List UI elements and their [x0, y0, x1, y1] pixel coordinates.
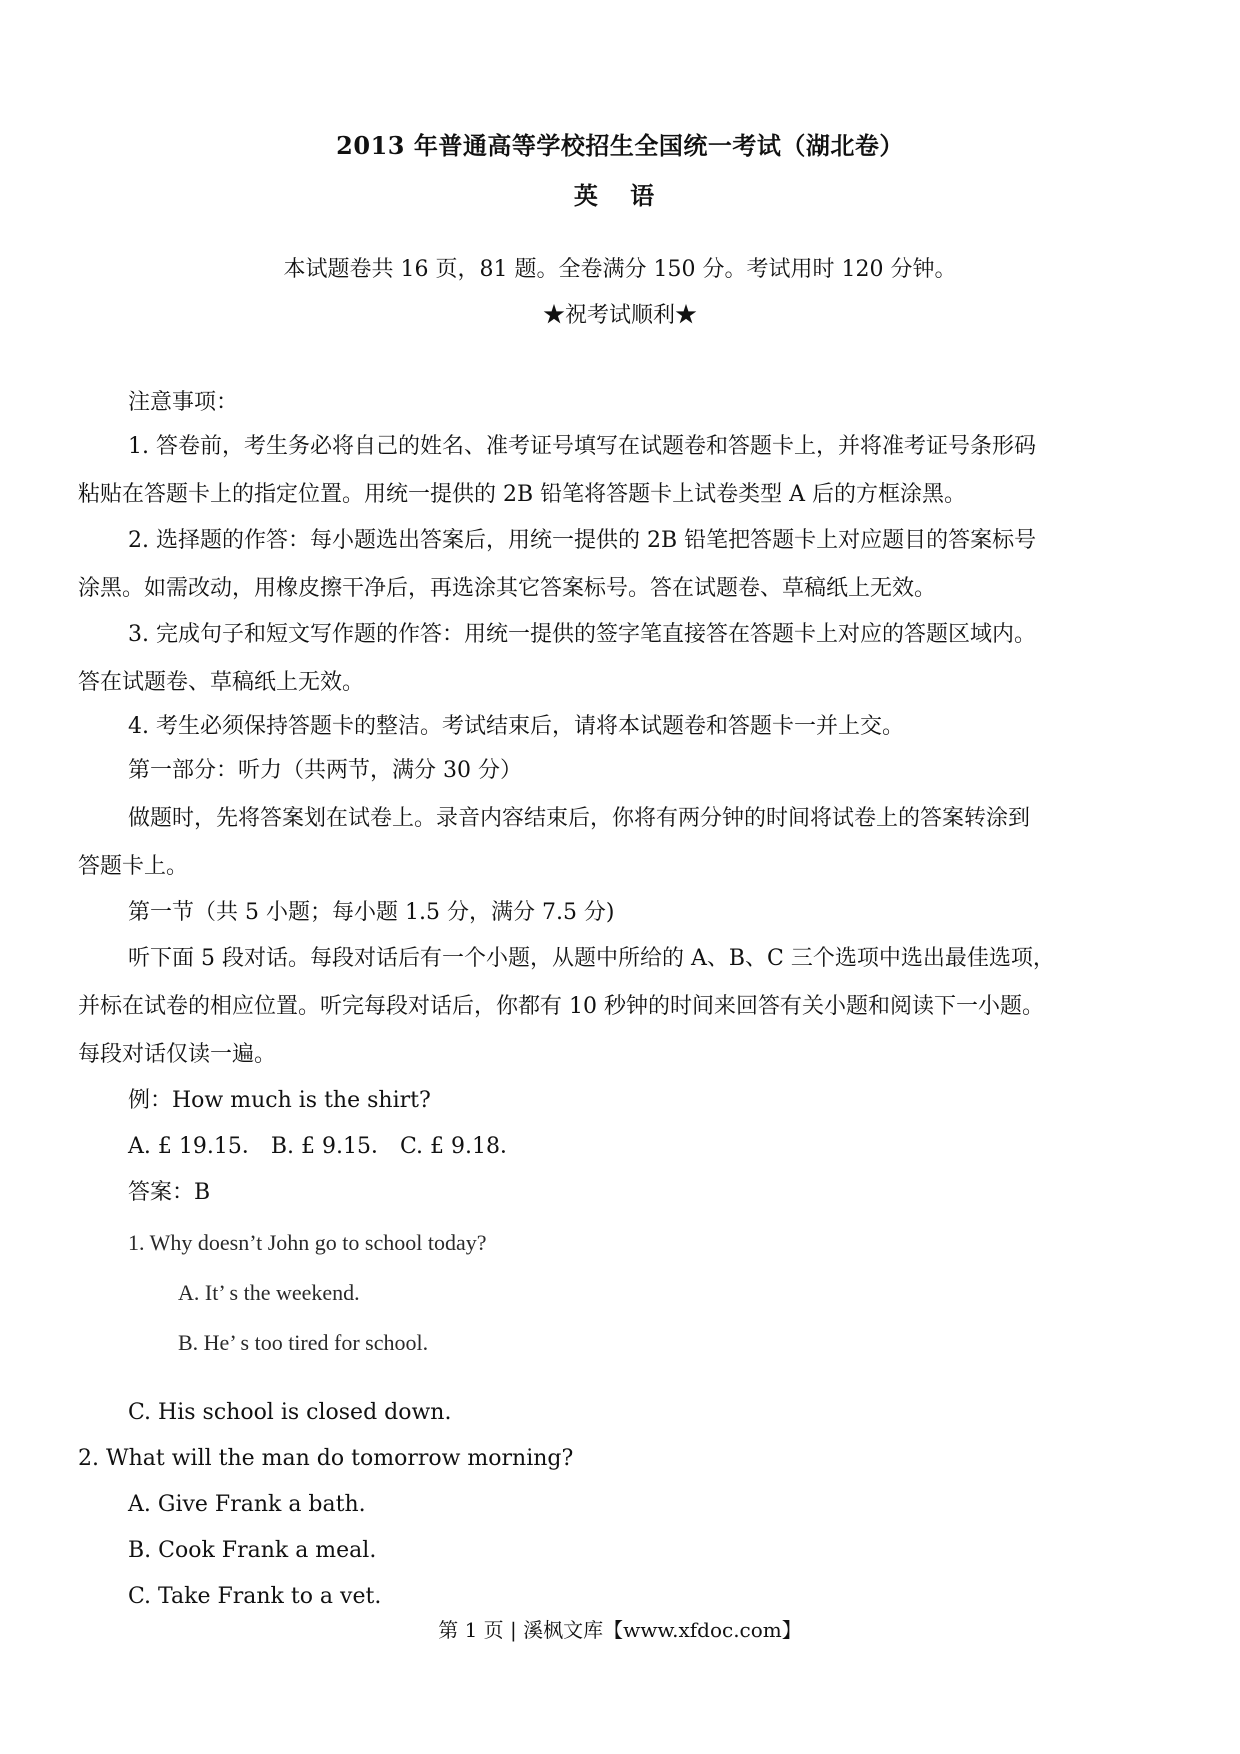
question-1-option-a: A. It’ s the weekend. [178, 1280, 360, 1305]
notes-heading: 注意事项： [128, 390, 239, 415]
note-3-line-1: 3. 完成句子和短文写作题的作答：用统一提供的签字笔直接答在答题卡上对应的答题区域内。 [128, 622, 1036, 647]
note-1-line-1: 1. 答卷前，考生务必将自己的姓名、准考证号填写在试题卷和答题卡上，并将准考证号条形码 [128, 434, 1036, 459]
example-answer: 答案：B [128, 1180, 211, 1205]
question-2-option-b: B. Cook Frank a meal. [128, 1538, 377, 1563]
section1-instr-line-3: 每段对话仅读一遍。 [78, 1042, 277, 1067]
note-4: 4. 考生必须保持答题卡的整洁。考试结束后，请将本试题卷和答题卡一并上交。 [128, 714, 904, 739]
section1-instr-line-1: 听下面 5 段对话。每段对话后有一个小题，从题中所给的 A、B、C 三个选项中选出最佳选项， [128, 946, 1055, 971]
example-question: 例：How much is the shirt? [128, 1088, 431, 1113]
note-3-line-2: 答在试题卷、草稿纸上无效。 [78, 670, 365, 695]
example-options: A. £ 19.15． B. £ 9.15． C. £ 9.18． [128, 1134, 522, 1159]
part1-instr-line-2: 答题卡上。 [78, 854, 189, 879]
question-2-option-a: A. Give Frank a bath. [128, 1492, 366, 1517]
exam-meta: 本试题卷共 16 页，81 题。全卷满分 150 分。考试用时 120 分钟。 [283, 257, 957, 282]
part1-instr-line-1: 做题时，先将答案划在试卷上。录音内容结束后，你将有两分钟的时间将试卷上的答案转涂到 [128, 806, 1031, 831]
note-2-line-2: 涂黑。如需改动，用橡皮擦干净后，再选涂其它答案标号。答在试题卷、草稿纸上无效。 [78, 576, 937, 601]
part1-heading: 第一部分：听力（共两节，满分 30 分） [128, 758, 522, 783]
question-2: 2. What will the man do tomorrow morning? [78, 1446, 574, 1471]
section1-instr-line-2: 并标在试卷的相应位置。听完每段对话后，你都有 10 秒钟的时间来回答有关小题和阅读下一小题。 [78, 994, 1044, 1019]
note-1-line-2: 粘贴在答题卡上的指定位置。用统一提供的 2B 铅笔将答题卡上试卷类型 A 后的方框涂黑。 [78, 482, 967, 507]
question-1-option-c: C. His school is closed down. [128, 1400, 452, 1425]
question-1: 1. Why doesn’t John go to school today? [128, 1230, 487, 1255]
question-2-option-c: C. Take Frank to a vet. [128, 1584, 382, 1609]
exam-title: 2013 年普通高等学校招生全国统一考试（湖北卷） [336, 131, 904, 160]
page-footer: 第 1 页 | 溪枫文库【www.xfdoc.com】 [438, 1618, 802, 1642]
section1-heading: 第一节（共 5 小题；每小题 1.5 分，满分 7.5 分) [128, 900, 615, 925]
note-2-line-1: 2. 选择题的作答：每小题选出答案后，用统一提供的 2B 铅笔把答题卡上对应题目的答案标号 [128, 528, 1037, 553]
exam-wish: ★祝考试顺利★ [542, 303, 697, 328]
exam-subject: 英 语 [573, 181, 667, 210]
question-1-option-b: B. He’ s too tired for school. [178, 1330, 429, 1355]
